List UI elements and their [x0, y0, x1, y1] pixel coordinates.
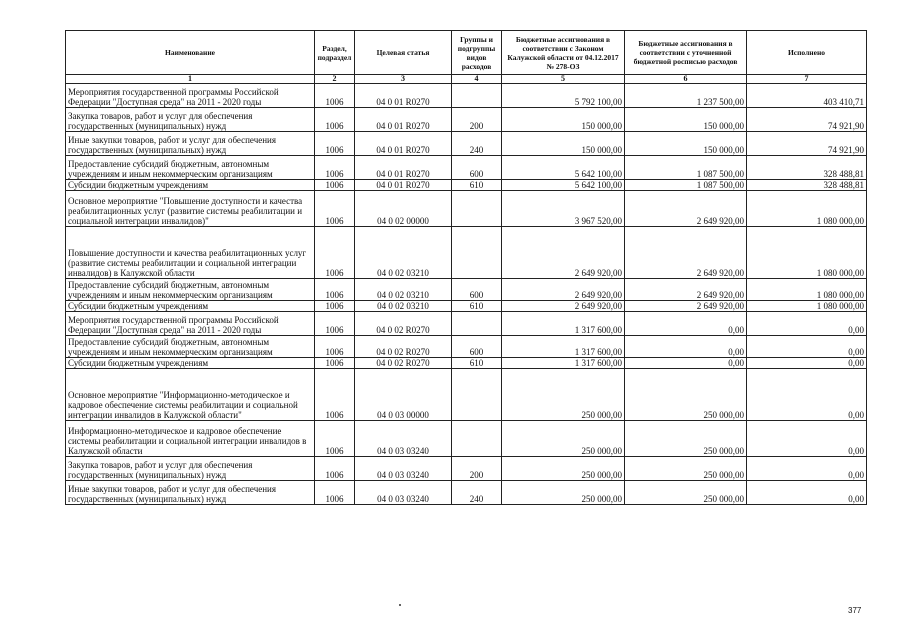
- row-section: 1006: [315, 132, 355, 156]
- row-refined: 0,00: [625, 358, 747, 369]
- row-section: 1006: [315, 227, 355, 279]
- row-group: 200: [452, 108, 502, 132]
- row-executed: 0,00: [747, 358, 867, 369]
- row-group: 600: [452, 336, 502, 358]
- row-refined: 2 649 920,00: [625, 191, 747, 227]
- table-row: [66, 301, 867, 312]
- row-executed: 1 080 000,00: [747, 191, 867, 227]
- row-executed: 328 488,81: [747, 180, 867, 191]
- table-row: [66, 191, 867, 227]
- row-target: 04 0 01 R0270: [355, 132, 452, 156]
- row-refined: 2 649 920,00: [625, 301, 747, 312]
- table-row: [66, 312, 867, 336]
- row-executed: 0,00: [747, 312, 867, 336]
- column-number-row: [66, 75, 867, 84]
- row-law: 250 000,00: [502, 421, 625, 457]
- row-name: Иные закупки товаров, работ и услуг для обеспечения государственных (муниципальных) нужд: [66, 481, 315, 505]
- row-name: Предоставление субсидий бюджетным, автономным учреждениям и иным некоммерческим организациям: [66, 156, 315, 180]
- row-refined: 250 000,00: [625, 421, 747, 457]
- column-number: 3: [355, 75, 452, 84]
- row-name: Мероприятия государственной программы Российской Федерации "Доступная среда" на 2011 - 2020 годы: [66, 312, 315, 336]
- row-section: 1006: [315, 108, 355, 132]
- row-name: Закупка товаров, работ и услуг для обеспечения государственных (муниципальных) нужд: [66, 108, 315, 132]
- header-executed: Исполнено: [747, 31, 867, 75]
- row-law: 3 967 520,00: [502, 191, 625, 227]
- column-number: 2: [315, 75, 355, 84]
- row-refined: 250 000,00: [625, 481, 747, 505]
- row-section: 1006: [315, 336, 355, 358]
- header-law: Бюджетные ассигнования в соответствии с Законом Калужской области от 04.12.2017 № 278-ОЗ: [502, 31, 625, 75]
- table-row: [66, 279, 867, 301]
- row-section: 1006: [315, 312, 355, 336]
- row-group: [452, 191, 502, 227]
- row-section: 1006: [315, 84, 355, 108]
- header-name: Наименование: [66, 31, 315, 75]
- row-executed: 1 080 000,00: [747, 279, 867, 301]
- row-section: 1006: [315, 301, 355, 312]
- row-name: Субсидии бюджетным учреждениям: [66, 180, 315, 191]
- row-section: 1006: [315, 279, 355, 301]
- row-section: 1006: [315, 180, 355, 191]
- header-group: Группы и подгруппы видов расходов: [452, 31, 502, 75]
- row-executed: 1 080 000,00: [747, 301, 867, 312]
- column-number: 6: [625, 75, 747, 84]
- row-section: 1006: [315, 358, 355, 369]
- row-name: Закупка товаров, работ и услуг для обеспечения государственных (муниципальных) нужд: [66, 457, 315, 481]
- row-group: 610: [452, 180, 502, 191]
- row-target: 04 0 02 00000: [355, 191, 452, 227]
- table-row: [66, 84, 867, 108]
- row-law: 5 642 100,00: [502, 180, 625, 191]
- header-refined: Бюджетные ассигнования в соответствии с уточненной бюджетной росписью расходов: [625, 31, 747, 75]
- row-group: [452, 369, 502, 421]
- row-target: 04 0 03 03240: [355, 421, 452, 457]
- row-target: 04 0 03 00000: [355, 369, 452, 421]
- row-name: Субсидии бюджетным учреждениям: [66, 301, 315, 312]
- table-row: [66, 358, 867, 369]
- row-executed: 0,00: [747, 457, 867, 481]
- row-law: 250 000,00: [502, 481, 625, 505]
- budget-table: [65, 30, 867, 505]
- row-law: 5 792 100,00: [502, 84, 625, 108]
- row-refined: 1 237 500,00: [625, 84, 747, 108]
- row-group: 610: [452, 301, 502, 312]
- row-executed: 0,00: [747, 369, 867, 421]
- row-section: 1006: [315, 421, 355, 457]
- row-refined: 0,00: [625, 312, 747, 336]
- row-group: 240: [452, 481, 502, 505]
- row-refined: 1 087 500,00: [625, 180, 747, 191]
- row-refined: 2 649 920,00: [625, 279, 747, 301]
- row-name: Предоставление субсидий бюджетным, автономным учреждениям и иным некоммерческим организациям: [66, 336, 315, 358]
- row-name: Мероприятия государственной программы Российской Федерации "Доступная среда" на 2011 - 2020 годы: [66, 84, 315, 108]
- row-target: 04 0 02 03210: [355, 301, 452, 312]
- table-row: [66, 336, 867, 358]
- row-executed: 328 488,81: [747, 156, 867, 180]
- table-row: [66, 421, 867, 457]
- row-group: 600: [452, 156, 502, 180]
- header-row: [66, 31, 867, 75]
- table-row: [66, 108, 867, 132]
- row-target: 04 0 01 R0270: [355, 180, 452, 191]
- row-law: 250 000,00: [502, 369, 625, 421]
- row-group: [452, 421, 502, 457]
- row-target: 04 0 01 R0270: [355, 84, 452, 108]
- row-refined: 250 000,00: [625, 369, 747, 421]
- row-name: Повышение доступности и качества реабилитационных услуг (развитие системы реабилитации и социальной интеграции инвалидов) в Калужской области: [66, 227, 315, 279]
- row-name: Субсидии бюджетным учреждениям: [66, 358, 315, 369]
- row-law: 5 642 100,00: [502, 156, 625, 180]
- column-number: 4: [452, 75, 502, 84]
- row-law: 2 649 920,00: [502, 301, 625, 312]
- column-number: 7: [747, 75, 867, 84]
- row-target: 04 0 02 03210: [355, 227, 452, 279]
- row-executed: 0,00: [747, 336, 867, 358]
- row-refined: 150 000,00: [625, 108, 747, 132]
- row-target: 04 0 01 R0270: [355, 156, 452, 180]
- table-row: [66, 481, 867, 505]
- row-name: Основное мероприятие "Информационно-методическое и кадровое обеспечение системы реабилитации и социальной интеграции инвалидов в Калужской области": [66, 369, 315, 421]
- row-group: 610: [452, 358, 502, 369]
- row-executed: 1 080 000,00: [747, 227, 867, 279]
- row-executed: 403 410,71: [747, 84, 867, 108]
- table-row: [66, 180, 867, 191]
- row-group: [452, 84, 502, 108]
- row-law: 1 317 600,00: [502, 336, 625, 358]
- column-number: 5: [502, 75, 625, 84]
- header-section: Раздел, подраздел: [315, 31, 355, 75]
- row-section: 1006: [315, 481, 355, 505]
- row-target: 04 0 02 R0270: [355, 312, 452, 336]
- row-refined: 1 087 500,00: [625, 156, 747, 180]
- row-executed: 0,00: [747, 421, 867, 457]
- row-law: 2 649 920,00: [502, 279, 625, 301]
- row-target: 04 0 03 03240: [355, 457, 452, 481]
- row-group: 240: [452, 132, 502, 156]
- row-name: Иные закупки товаров, работ и услуг для обеспечения государственных (муниципальных) нужд: [66, 132, 315, 156]
- row-refined: 150 000,00: [625, 132, 747, 156]
- row-target: 04 0 01 R0270: [355, 108, 452, 132]
- column-number: 1: [66, 75, 315, 84]
- row-law: 2 649 920,00: [502, 227, 625, 279]
- row-law: 1 317 600,00: [502, 358, 625, 369]
- row-group: [452, 227, 502, 279]
- row-law: 150 000,00: [502, 108, 625, 132]
- row-section: 1006: [315, 191, 355, 227]
- table-row: [66, 457, 867, 481]
- row-law: 250 000,00: [502, 457, 625, 481]
- row-refined: 2 649 920,00: [625, 227, 747, 279]
- table-row: [66, 156, 867, 180]
- row-group: 600: [452, 279, 502, 301]
- row-executed: 74 921,90: [747, 108, 867, 132]
- row-target: 04 0 02 R0270: [355, 358, 452, 369]
- table-row: [66, 132, 867, 156]
- row-target: 04 0 02 R0270: [355, 336, 452, 358]
- row-group: 200: [452, 457, 502, 481]
- row-section: 1006: [315, 369, 355, 421]
- row-name: Основное мероприятие "Повышение доступности и качества реабилитационных услуг (развитие системы реабилитации и социальной интеграции инвалидов)": [66, 191, 315, 227]
- row-refined: 250 000,00: [625, 457, 747, 481]
- row-executed: 0,00: [747, 481, 867, 505]
- row-section: 1006: [315, 156, 355, 180]
- row-section: 1006: [315, 457, 355, 481]
- page-number: 377: [848, 606, 862, 615]
- row-executed: 74 921,90: [747, 132, 867, 156]
- row-law: 1 317 600,00: [502, 312, 625, 336]
- row-target: 04 0 02 03210: [355, 279, 452, 301]
- header-target: Целевая статья: [355, 31, 452, 75]
- row-name: Предоставление субсидий бюджетным, автономным учреждениям и иным некоммерческим организациям: [66, 279, 315, 301]
- table-row: [66, 227, 867, 279]
- row-target: 04 0 03 03240: [355, 481, 452, 505]
- row-name: Информационно-методическое и кадровое обеспечение системы реабилитации и социальной интеграции инвалидов в Калужской области: [66, 421, 315, 457]
- table-row: [66, 369, 867, 421]
- row-group: [452, 312, 502, 336]
- row-law: 150 000,00: [502, 132, 625, 156]
- scan-dot: [399, 604, 401, 606]
- row-refined: 0,00: [625, 336, 747, 358]
